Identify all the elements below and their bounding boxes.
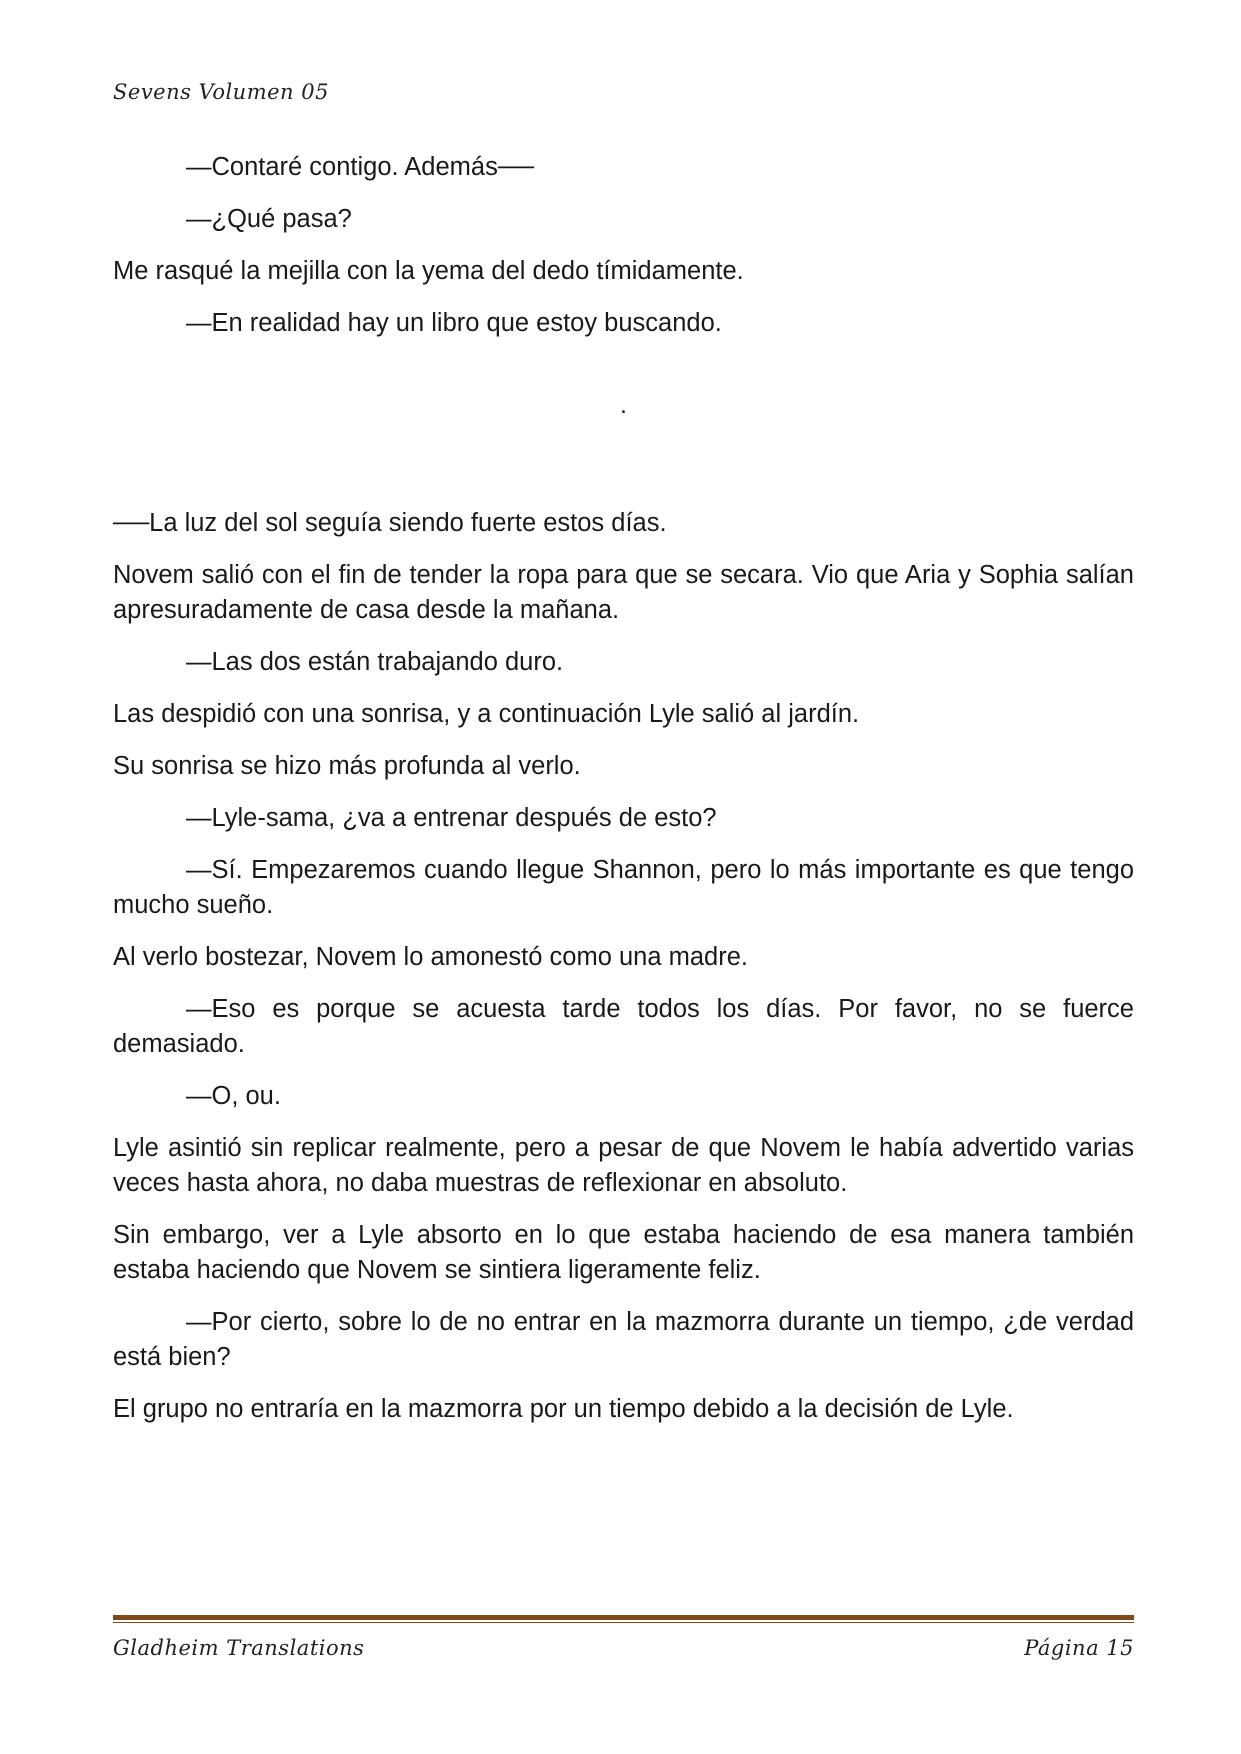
paragraph: Me rasqué la mejilla con la yema del dedo tímidamente. xyxy=(113,257,744,285)
paragraph: —Lyle-sama, ¿va a entrenar después de esto? xyxy=(186,804,717,832)
paragraph: Las despidió con una sonrisa, y a continuación Lyle salió al jardín. xyxy=(113,700,860,728)
footer-rule xyxy=(113,1615,1134,1623)
paragraph: —Contaré contigo. Además── xyxy=(186,153,534,181)
paragraph: —O, ou. xyxy=(186,1082,281,1110)
paragraph: El grupo no entraría en la mazmorra por un tiempo debido a la decisión de Lyle. xyxy=(113,1395,1014,1423)
paragraph: —Sí. Empezaremos cuando llegue Shannon, pero lo más importante es que tengo mucho sueño. xyxy=(113,856,1134,919)
page-header-title: Sevens Volumen 05 xyxy=(113,80,329,104)
paragraph: Lyle asintió sin replicar realmente, pero a pesar de que Novem le había advertido varias veces hasta ahora, no daba muestras de reflexionar en absoluto. xyxy=(113,1134,1134,1197)
paragraph: —En realidad hay un libro que estoy buscando. xyxy=(186,309,722,337)
paragraph: —Eso es porque se acuesta tarde todos los días. Por favor, no se fuerce demasiado. xyxy=(113,995,1134,1058)
paragraph: Novem salió con el fin de tender la ropa para que se secara. Vio que Aria y Sophia salían apresuradamente de casa desde la mañana. xyxy=(113,561,1134,624)
footer-publisher: Gladheim Translations xyxy=(113,1636,365,1660)
footer-rule-thick xyxy=(113,1615,1134,1620)
footer-rule-thin xyxy=(113,1622,1134,1623)
paragraph: —Las dos están trabajando duro. xyxy=(186,648,564,676)
footer-page-number: Página 15 xyxy=(1024,1636,1134,1660)
page-body xyxy=(113,150,1134,1444)
scene-separator: . xyxy=(620,391,627,419)
paragraph: ──La luz del sol seguía siendo fuerte estos días. xyxy=(113,509,667,537)
paragraph: Al verlo bostezar, Novem lo amonestó como una madre. xyxy=(113,943,748,971)
paragraph: Sin embargo, ver a Lyle absorto en lo que estaba haciendo de esa manera también estaba haciendo que Novem se sintiera ligeramente feliz. xyxy=(113,1221,1134,1284)
paragraph: —¿Qué pasa? xyxy=(186,205,352,233)
paragraph: Su sonrisa se hizo más profunda al verlo. xyxy=(113,752,581,780)
paragraph: —Por cierto, sobre lo de no entrar en la mazmorra durante un tiempo, ¿de verdad está bien? xyxy=(113,1308,1134,1371)
